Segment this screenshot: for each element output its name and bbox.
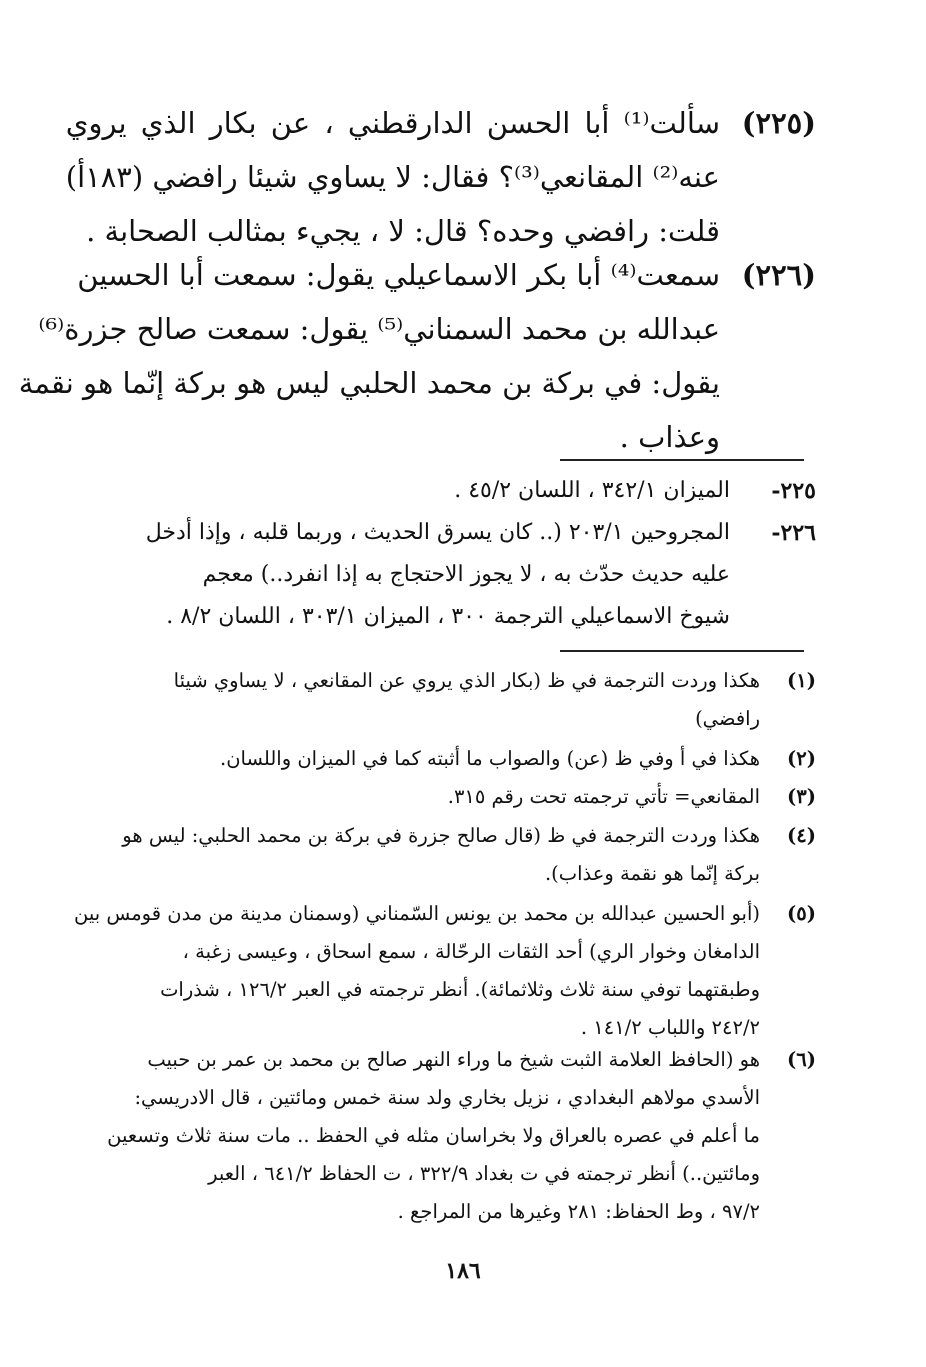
footnote-line: هكذا في أ وفي ظ (عن) والصواب ما أثبته كما في الميزان واللسان. xyxy=(220,747,760,770)
footnote-number: (٢) xyxy=(787,747,816,770)
footnote-line: هو (الحافظ العلامة الثبت شيخ ما وراء النهر صالح بن محمد بن عمر بن حبيب xyxy=(147,1048,760,1071)
footnote-text xyxy=(100,662,760,738)
footnote-line: رافضي) xyxy=(695,707,760,730)
entry-line: عبدالله بن محمد السمناني⁽⁵⁾ يقول: سمعت صالح جزرة⁽⁶⁾ xyxy=(38,312,720,346)
source-number: ٢٢٥- xyxy=(771,478,816,504)
source-226 xyxy=(100,512,816,638)
footnote-line: ومائتين..) أنظر ترجمته في ت بغداد ٣٢٢/٩ ، ت الحفاظ ٦٤١/٢ ، العبر xyxy=(208,1162,760,1185)
footnote-number: (٦) xyxy=(787,1048,816,1071)
entry-text xyxy=(66,96,720,258)
footnote-line: المقانعي= تأتي ترجمته تحت رقم ٣١٥. xyxy=(447,785,760,808)
footnote-5 xyxy=(74,895,816,1047)
entry-number: (٢٢٥) xyxy=(741,106,816,140)
footnote-line: هكذا وردت الترجمة في ظ (بكار الذي يروي عن المقانعي ، لا يساوي شيئا xyxy=(173,669,760,692)
footnote-line: بركة إنّما هو نقمة وعذاب). xyxy=(544,862,760,885)
footnote-divider xyxy=(560,650,804,652)
footnote-line: وطبقتهما توفي سنة ثلاث وثلاثمائة). أنظر ترجمته في العبر ١٢٦/٢ ، شذرات xyxy=(160,978,760,1001)
entry-number: (٢٢٦) xyxy=(741,258,816,292)
entry-226 xyxy=(18,248,816,464)
entry-line: عنه⁽²⁾ المقانعي⁽³⁾؟ فقال: لا يساوي شيئا رافضي (١٨٣أ) xyxy=(65,160,720,194)
footnote-number: (٣) xyxy=(787,785,816,808)
footnote-1 xyxy=(100,662,816,738)
entry-line: وعذاب . xyxy=(619,420,720,454)
entry-line: قلت: رافضي وحده؟ قال: لا ، يجيء بمثالب الصحابة . xyxy=(86,214,720,248)
page-number: ١٨٦ xyxy=(445,1258,481,1284)
footnote-line: ٢٤٢/٢ واللباب ١٤١/٢ . xyxy=(580,1016,760,1039)
footnote-number: (٥) xyxy=(787,902,816,925)
footnote-6 xyxy=(100,1041,816,1231)
footnote-line: هكذا وردت الترجمة في ظ (قال صالح جزرة في بركة بن محمد الحلبي: ليس هو xyxy=(122,824,760,847)
source-text xyxy=(100,470,730,512)
source-divider xyxy=(560,459,804,461)
source-line: عليه حديث حدّث به ، لا يجوز الاحتجاج به إذا انفرد..) معجم xyxy=(202,562,730,587)
source-text xyxy=(100,512,730,638)
footnote-text xyxy=(100,778,760,816)
source-line: شيوخ الاسماعيلي الترجمة ٣٠٠ ، الميزان ٣٠٣/١ ، اللسان ٨/٢ . xyxy=(166,604,730,629)
footnote-line: الدامغان وخوار الري) أحد الثقات الرحّالة ، سمع اسحاق ، وعيسى زغبة ، xyxy=(182,940,760,963)
footnote-4 xyxy=(100,817,816,893)
source-225 xyxy=(100,470,816,512)
footnote-3 xyxy=(100,778,816,816)
source-line: الميزان ٣٤٢/١ ، اللسان ٤٥/٢ . xyxy=(454,478,730,503)
footnote-text xyxy=(100,1041,760,1231)
footnote-2 xyxy=(100,740,816,778)
entry-line: سمعت⁽⁴⁾ أبا بكر الاسماعيلي يقول: سمعت أبا الحسين xyxy=(77,258,720,292)
entry-text xyxy=(19,248,720,464)
entry-line: يقول: في بركة بن محمد الحلبي ليس هو بركة إنّما هو نقمة xyxy=(18,366,720,400)
footnote-line: (أبو الحسين عبدالله بن محمد بن يونس السّمناني (وسمنان مدينة من مدن قومس بين xyxy=(74,902,760,925)
entry-line: سألت⁽¹⁾ أبا الحسن الدارقطني ، عن بكار الذي يروي xyxy=(65,106,720,140)
source-line: المجروحين ٢٠٣/١ (.. كان يسرق الحديث ، وربما قلبه ، وإذا أدخل xyxy=(145,520,730,545)
footnote-line: ما أعلم في عصره بالعراق ولا بخراسان مثله في الحفظ .. مات سنة ثلاث وتسعين xyxy=(107,1124,760,1147)
footnote-line: ٩٧/٢ ، وط الحفاظ: ٢٨١ وغيرها من المراجع . xyxy=(397,1200,760,1223)
footnote-line: الأسدي مولاهم البغدادي ، نزيل بخاري ولد سنة خمس ومائتين ، قال الادريسي: xyxy=(134,1086,760,1109)
footnote-number: (١) xyxy=(787,669,816,692)
source-number: ٢٢٦- xyxy=(771,520,816,546)
footnote-text xyxy=(74,895,760,1047)
footnote-text xyxy=(100,817,760,893)
entry-225 xyxy=(65,96,816,258)
footnote-text xyxy=(100,740,760,778)
footnote-number: (٤) xyxy=(787,824,816,847)
